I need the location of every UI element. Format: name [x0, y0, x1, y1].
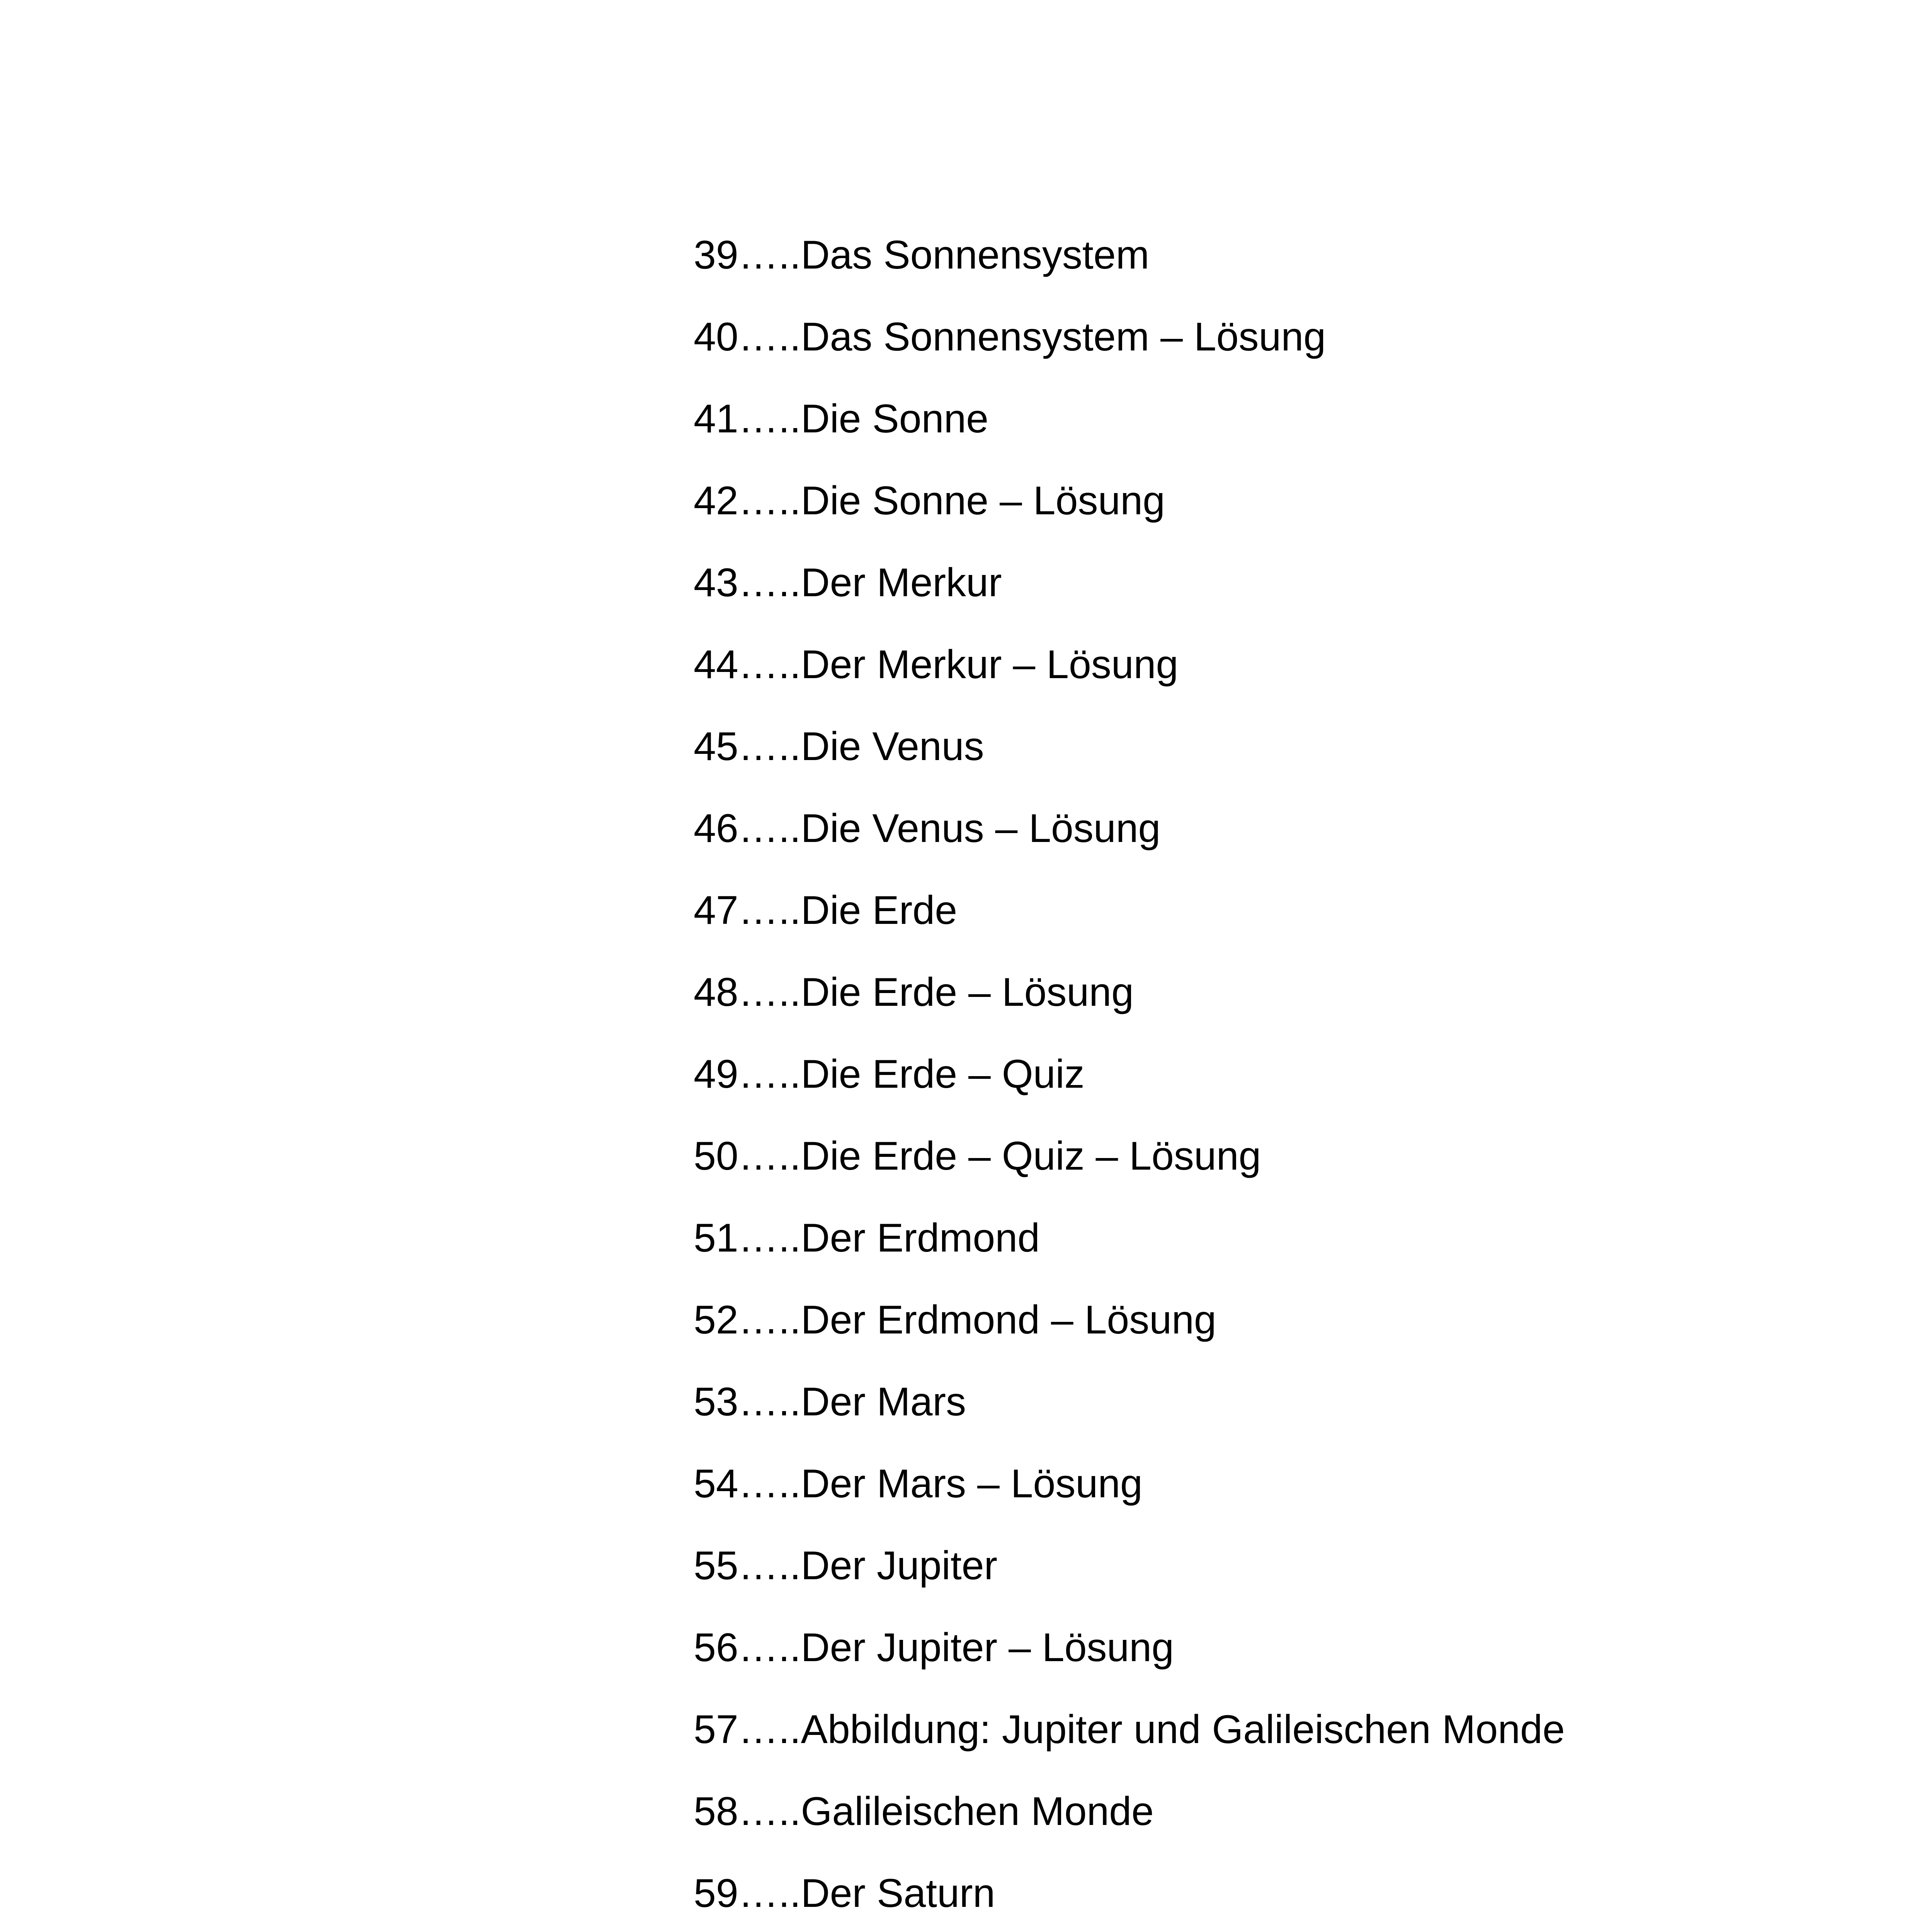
toc-entry: 55…..Der Jupiter	[694, 1543, 998, 1588]
toc-entry: 49…..Die Erde – Quiz	[694, 1052, 1085, 1097]
toc-entry: 58…..Galileischen Monde	[694, 1789, 1154, 1834]
toc-entry: 46…..Die Venus – Lösung	[694, 806, 1161, 851]
toc-entry: 40…..Das Sonnensystem – Lösung	[694, 315, 1326, 359]
toc-entry: 56…..Der Jupiter – Lösung	[694, 1625, 1174, 1670]
toc-entry: 42…..Die Sonne – Lösung	[694, 478, 1165, 523]
toc-entry: 45…..Die Venus	[694, 724, 984, 769]
toc-entry: 59…..Der Saturn	[694, 1871, 995, 1916]
toc-entry: 48…..Die Erde – Lösung	[694, 970, 1134, 1015]
toc-entry: 53…..Der Mars	[694, 1379, 966, 1424]
toc-entry: 52…..Der Erdmond – Lösung	[694, 1298, 1216, 1342]
toc-entry: 54…..Der Mars – Lösung	[694, 1461, 1143, 1506]
toc-entry: 41…..Die Sonne	[694, 396, 989, 441]
toc-entry: 51…..Der Erdmond	[694, 1216, 1040, 1260]
toc-entry: 43…..Der Merkur	[694, 560, 1002, 605]
table-of-contents	[694, 226, 1814, 1932]
toc-entry: 44…..Der Merkur – Lösung	[694, 642, 1179, 687]
toc-entry: 50…..Die Erde – Quiz – Lösung	[694, 1134, 1261, 1179]
toc-entry: 57…..Abbildung: Jupiter und Galileischen Monde	[694, 1707, 1565, 1752]
toc-entry: 39…..Das Sonnensystem	[694, 233, 1150, 277]
toc-entry: 47…..Die Erde	[694, 888, 958, 933]
